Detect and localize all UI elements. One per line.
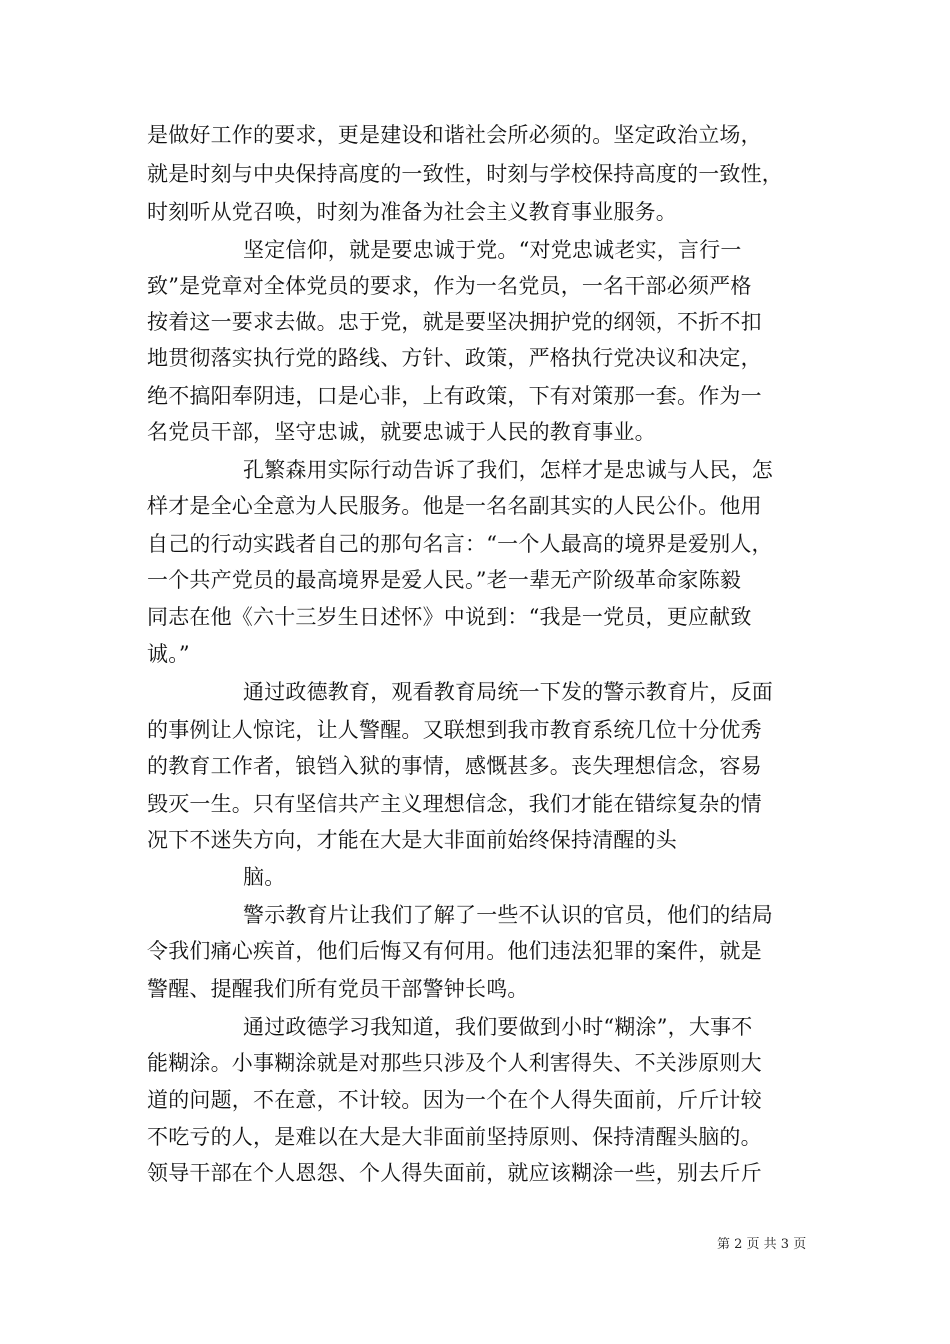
paragraph-start-line: 孔繁森用实际行动告诉了我们，怎样才是忠诚与人民，怎 [243, 458, 773, 482]
text-line: 按着这一要求去做。忠于党，就是要坚决拥护党的纲领，不折不扣 [147, 310, 762, 334]
text-line: 样才是全心全意为人民服务。他是一名名副其实的人民公仆。他用 [147, 494, 762, 518]
text-line: 的事例让人惊诧，让人警醒。又联想到我市教育系统几位十分优秀 [147, 718, 762, 742]
text-line: 不吃亏的人，是难以在大是大非面前坚持原则、保持清醒头脑的。 [147, 1125, 762, 1149]
text-line: 警醒、提醒我们所有党员干部警钟长鸣。 [147, 977, 529, 1001]
text-line: 地贯彻落实执行党的路线、方针、政策，严格执行党决议和决定， [147, 346, 762, 370]
text-line: 诚。” [147, 642, 190, 666]
text-line: 道的问题，不在意，不计较。因为一个在个人得失面前，斤斤计较 [147, 1088, 762, 1112]
text-line: 时刻听从党召唤，时刻为准备为社会主义教育事业服务。 [147, 200, 677, 224]
paragraph-start-line: 警示教育片让我们了解了一些不认识的官员，他们的结局 [243, 903, 773, 927]
text-line: 领导干部在个人恩怨、个人得失面前，就应该糊涂一些，别去斤斤 [147, 1161, 762, 1185]
text-line: 令我们痛心疾首，他们后悔又有何用。他们违法犯罪的案件，就是 [147, 939, 762, 963]
text-line: 致”是党章对全体党员的要求，作为一名党员，一名干部必须严格 [147, 274, 752, 298]
text-line: 自己的行动实践者自己的那句名言：“一个人最高的境界是爱别人， [147, 532, 773, 556]
text-line: 是做好工作的要求，更是建设和谐社会所必须的。坚定政治立场， [147, 123, 762, 147]
text-line: 毁灭一生。只有坚信共产主义理想信念，我们才能在错综复杂的情 [147, 792, 762, 816]
text-line: 绝不搞阳奉阴违，口是心非，上有政策，下有对策那一套。作为一 [147, 384, 762, 408]
paragraph-start-line: 通过政德教育，观看教育局统一下发的警示教育片，反面 [243, 680, 773, 704]
text-line: 一个共产党员的最高境界是爱人民。”老一辈无产阶级革命家陈毅 [147, 568, 742, 592]
text-line: 就是时刻与中央保持高度的一致性，时刻与学校保持高度的一致性， [147, 162, 783, 186]
text-line: 况下不迷失方向，才能在大是大非面前始终保持清醒的头 [147, 828, 677, 852]
text-line: 同志在他《六十三岁生日述怀》中说到：“我是一党员，更应献致 [147, 605, 752, 629]
text-line: 名党员干部，坚守忠诚，就要忠诚于人民的教育事业。 [147, 420, 656, 444]
text-line: 的教育工作者，锒铛入狱的事情，感慨甚多。丧失理想信念，容易 [147, 754, 762, 778]
text-line: 脑。 [243, 865, 286, 889]
paragraph-start-line: 通过政德学习我知道，我们要做到小时“糊涂”，大事不 [243, 1015, 753, 1039]
paragraph-start-line: 坚定信仰，就是要忠诚于党。“对党忠诚老实，言行一 [243, 238, 742, 262]
page-number-label: 第 2 页 共 3 页 [717, 1237, 807, 1252]
text-line: 能糊涂。小事糊涂就是对那些只涉及个人利害得失、不关涉原则大 [147, 1051, 762, 1075]
